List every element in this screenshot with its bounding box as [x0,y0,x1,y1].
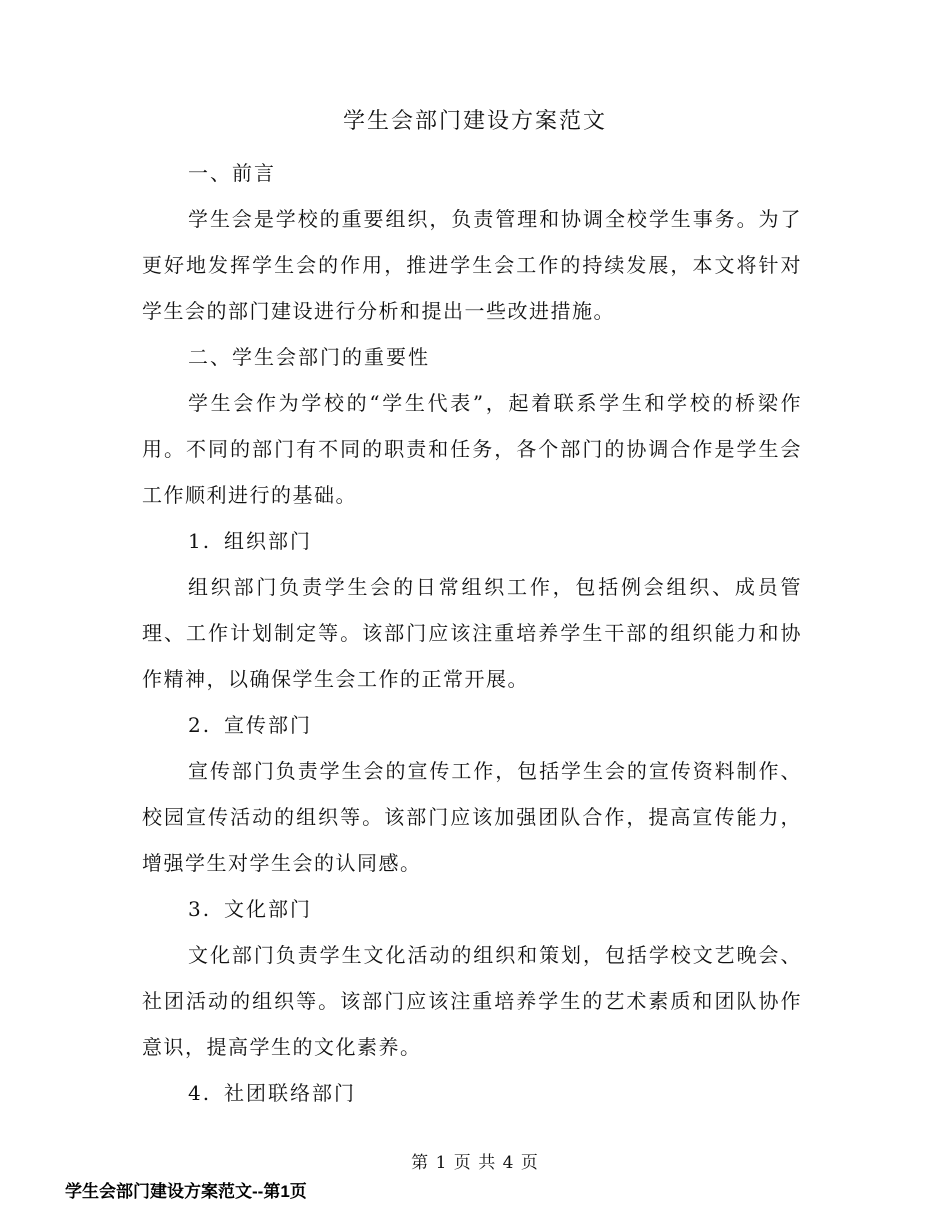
item-title: 宣传部门 [224,713,312,737]
item-heading-culture [142,886,802,932]
document-footer-label: 学生会部门建设方案范文--第1页 [65,1182,307,1201]
paragraph-preface: 学生会是学校的重要组织，负责管理和协调全校学生事务。为了更好地发挥学生会的作用，推进学生会工作的持续发展，本文将针对学生会的部门建设进行分析和提出一些改进措施。 [142,207,802,323]
paragraph-organization: 组织部门负责学生会的日常组织工作，包括例会组织、成员管理、工作计划制定等。该部门应该注重培养学生干部的组织能力和协作精神，以确保学生会工作的正常开展。 [142,575,802,691]
item-title: 文化部门 [224,897,312,921]
paragraph-importance: 学生会作为学校的“学生代表”，起着联系学生和学校的桥梁作用。不同的部门有不同的职责和任务，各个部门的协调合作是学生会工作顺利进行的基础。 [142,391,802,507]
item-heading-club-liaison [142,1070,802,1116]
item-title: 社团联络部门 [224,1081,356,1105]
document-title: 学生会部门建设方案范文 [342,109,607,134]
section-heading-importance: 二、学生会部门的重要性 [188,345,430,369]
item-number: 1. [188,529,212,553]
paragraph-publicity: 宣传部门负责学生会的宣传工作，包括学生会的宣传资料制作、校园宣传活动的组织等。该部门应该加强团队合作，提高宣传能力，增强学生对学生会的认同感。 [142,759,802,875]
section-heading-preface: 一、前言 [188,161,276,185]
item-number: 4. [188,1081,212,1105]
item-title: 组织部门 [224,529,312,553]
item-number: 3. [188,897,212,921]
page-number: 第 1 页 共 4 页 [411,1153,539,1173]
item-number: 2. [188,713,212,737]
document-body [142,150,802,1116]
item-heading-organization [142,518,802,564]
paragraph-culture: 文化部门负责学生文化活动的组织和策划，包括学校文艺晚会、社团活动的组织等。该部门应该注重培养学生的艺术素质和团队协作意识，提高学生的文化素养。 [142,943,802,1059]
item-heading-publicity [142,702,802,748]
